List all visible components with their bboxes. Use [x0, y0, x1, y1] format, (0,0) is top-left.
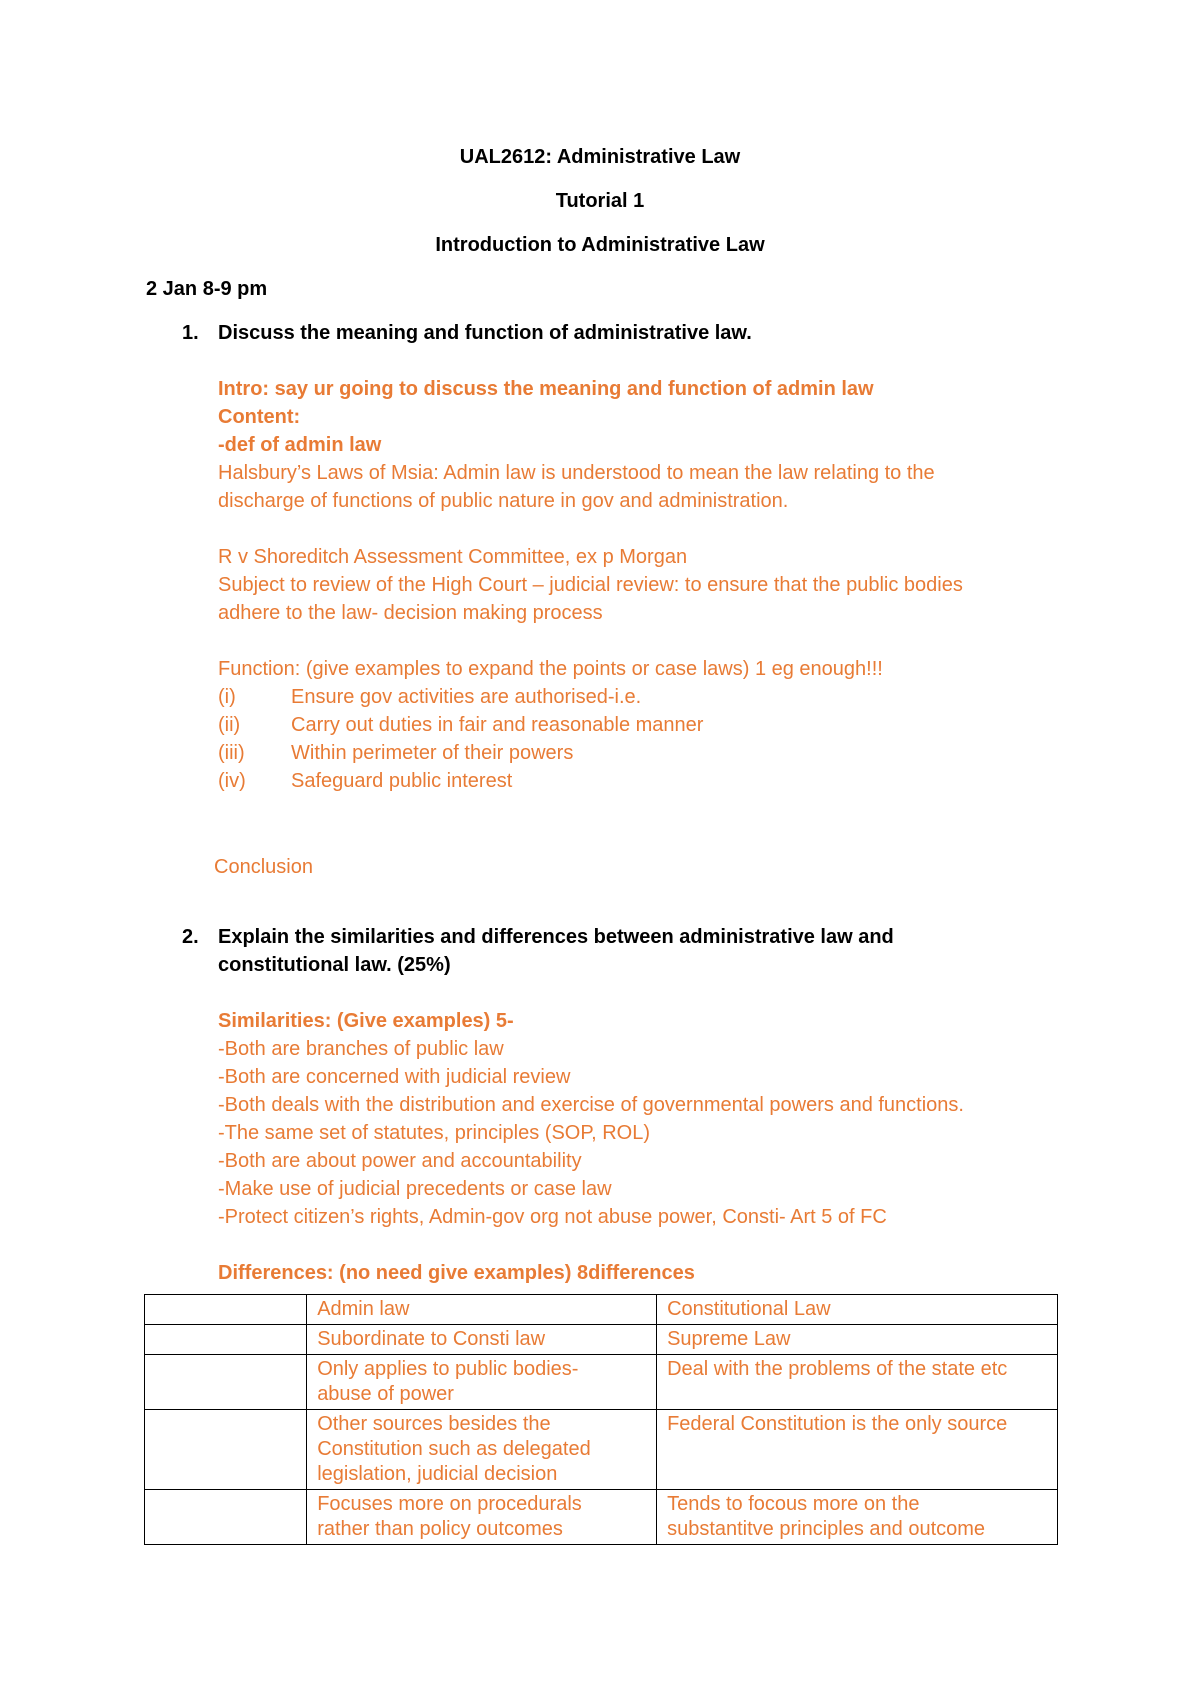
table-row: [145, 1490, 1058, 1545]
differences-table: [144, 1294, 1058, 1545]
session-date: 2 Jan 8-9 pm: [146, 278, 268, 300]
table-row: [145, 1325, 1058, 1355]
table-row: [145, 1355, 1058, 1410]
table-cell: Subordinate to Consti law: [307, 1325, 657, 1355]
q1-function-label: Function: (give examples to expand the points or case laws) 1 eg enough!!!: [218, 658, 883, 680]
function-item-text: Safeguard public interest: [291, 770, 513, 792]
table-cell: Focuses more on procedurals rather than policy outcomes: [307, 1490, 657, 1545]
similarity-item: -Both are branches of public law: [218, 1038, 504, 1060]
table-cell: [145, 1355, 307, 1410]
table-cell: [145, 1295, 307, 1325]
table-cell: Admin law: [307, 1295, 657, 1325]
function-item-text: Carry out duties in fair and reasonable manner: [291, 714, 704, 736]
course-title: UAL2612: Administrative Law: [459, 146, 741, 168]
q2-question-line-1: Explain the similarities and differences between administrative law and: [218, 926, 894, 948]
q2-number: 2.: [182, 926, 199, 948]
q2-differences-label: Differences: (no need give examples) 8differences: [218, 1262, 695, 1284]
function-item-number: (i): [218, 686, 236, 708]
q1-review-line-2: adhere to the law- decision making process: [218, 602, 603, 624]
table-cell: Tends to focous more on the substantitve principles and outcome: [657, 1490, 1058, 1545]
function-item-number: (ii): [218, 714, 241, 736]
q1-intro: Intro: say ur going to discuss the meaning and function of admin law: [218, 378, 874, 400]
table-header-row: [145, 1295, 1058, 1325]
q1-halsbury-line-1: Halsbury’s Laws of Msia: Admin law is understood to mean the law relating to the: [218, 462, 935, 484]
q1-conclusion: Conclusion: [214, 856, 313, 878]
q2-similarities-label: Similarities: (Give examples) 5-: [218, 1010, 514, 1032]
q1-review-line-1: Subject to review of the High Court – judicial review: to ensure that the public bodies: [218, 574, 963, 596]
similarity-item: -Protect citizen’s rights, Admin-gov org not abuse power, Consti- Art 5 of FC: [218, 1206, 887, 1228]
topic-title: Introduction to Administrative Law: [435, 234, 765, 256]
table-cell: Supreme Law: [657, 1325, 1058, 1355]
table-cell: [145, 1410, 307, 1490]
similarity-item: -The same set of statutes, principles (SOP, ROL): [218, 1122, 651, 1144]
q1-content-label: Content:: [218, 406, 301, 428]
table-row: [145, 1410, 1058, 1490]
similarity-item: -Both are about power and accountability: [218, 1150, 582, 1172]
q1-def-label: -def of admin law: [218, 434, 382, 456]
function-item-number: (iv): [218, 770, 246, 792]
table-cell: Deal with the problems of the state etc: [657, 1355, 1058, 1410]
function-item-number: (iii): [218, 742, 245, 764]
table-cell: [145, 1490, 307, 1545]
function-item-text: Ensure gov activities are authorised-i.e.: [291, 686, 642, 708]
similarity-item: -Both are concerned with judicial review: [218, 1066, 571, 1088]
q1-case-name: R v Shoreditch Assessment Committee, ex p Morgan: [218, 546, 688, 568]
function-item-text: Within perimeter of their powers: [291, 742, 574, 764]
q1-number: 1.: [182, 322, 199, 344]
table-cell: Federal Constitution is the only source: [657, 1410, 1058, 1490]
similarity-item: -Both deals with the distribution and exercise of governmental powers and functions.: [218, 1094, 964, 1116]
table-cell: Only applies to public bodies- abuse of power: [307, 1355, 657, 1410]
similarity-item: -Make use of judicial precedents or case law: [218, 1178, 612, 1200]
table-cell: Other sources besides the Constitution such as delegated legislation, judicial decision: [307, 1410, 657, 1490]
q2-question-line-2: constitutional law. (25%): [218, 954, 451, 976]
table-cell: [145, 1325, 307, 1355]
table-cell: Constitutional Law: [657, 1295, 1058, 1325]
tutorial-title: Tutorial 1: [555, 190, 645, 212]
q1-question: Discuss the meaning and function of administrative law.: [218, 322, 752, 344]
q1-halsbury-line-2: discharge of functions of public nature in gov and administration.: [218, 490, 789, 512]
